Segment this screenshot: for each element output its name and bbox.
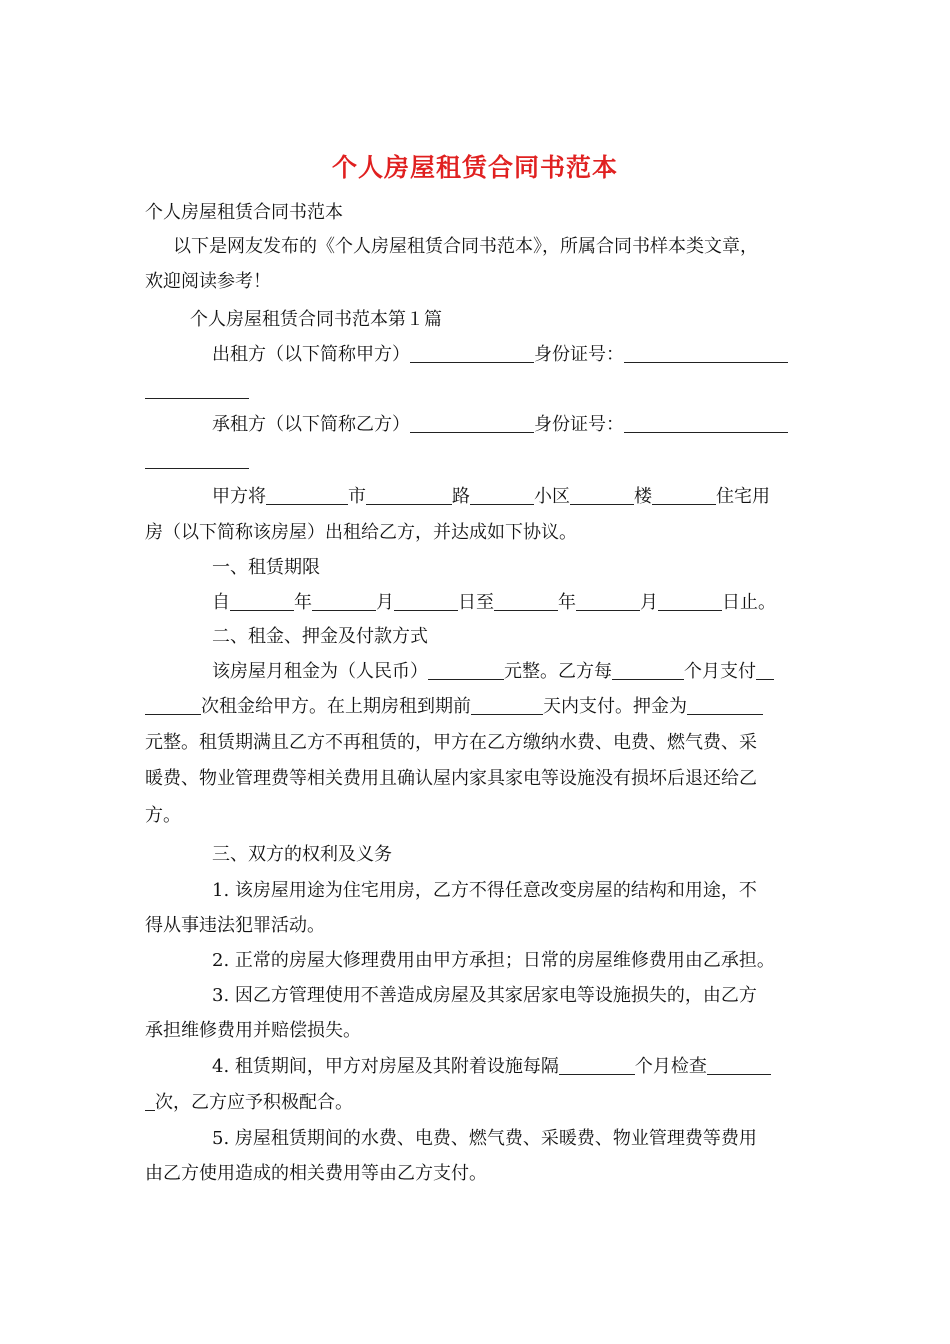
lessor-id-continuation <box>145 378 810 404</box>
rent-line-2 <box>145 694 810 720</box>
end-day-blank[interactable] <box>658 592 722 611</box>
rent-text-d: 次租金给甲方。在上期房租到期前 <box>201 696 471 717</box>
subtitle: 个人房屋租赁合同书范本 <box>145 202 343 223</box>
lessee-label: 承租方（以下简称乙方） <box>212 414 410 435</box>
item-2: 2. 正常的房屋大修理费用由甲方承担；日常的房屋维修费用由乙承担。 <box>212 950 775 971</box>
rent-text-b: 元整。乙方每 <box>504 661 612 682</box>
road-blank[interactable] <box>366 486 452 505</box>
premises-text-b: 市 <box>348 486 366 507</box>
lessee-id-blank[interactable] <box>624 414 788 433</box>
rent-line-4: 暖费、物业管理费等相关费用且确认屋内家具家电等设施没有损坏后退还给乙 <box>145 768 757 789</box>
intro-line-1: 以下是网友发布的《个人房屋租赁合同书范本》，所属合同书样本类文章， <box>173 236 758 257</box>
item-4-text-a: 4. 租赁期间，甲方对房屋及其附着设施每隔 <box>212 1056 559 1077</box>
term-text-d: 日至 <box>458 592 494 613</box>
start-day-blank[interactable] <box>394 592 458 611</box>
inspection-interval-blank[interactable] <box>559 1056 635 1075</box>
start-month-blank[interactable] <box>312 592 376 611</box>
lessor-id-blank[interactable] <box>624 344 788 363</box>
premises-line <box>212 484 877 510</box>
rent-text-e: 天内支付。押金为 <box>543 696 687 717</box>
start-year-blank[interactable] <box>230 592 294 611</box>
rent-text-a: 该房屋月租金为（人民币） <box>212 661 428 682</box>
monthly-rent-blank[interactable] <box>428 661 504 680</box>
term-line <box>212 590 877 616</box>
rent-text-c: 个月支付 <box>684 661 756 682</box>
term-text-b: 年 <box>294 592 312 613</box>
section-2-heading: 二、租金、押金及付款方式 <box>212 626 428 647</box>
item-4-text-c: 次，乙方应予积极配合。 <box>155 1092 353 1113</box>
section-1-heading: 一、租赁期限 <box>212 557 320 578</box>
premises-text-d: 小区 <box>534 486 570 507</box>
unit-blank[interactable] <box>652 486 716 505</box>
payment-count-blank[interactable] <box>756 661 774 680</box>
document-title: 个人房屋租赁合同书范本 <box>331 153 618 182</box>
payment-interval-blank[interactable] <box>612 661 684 680</box>
premises-text-f: 住宅用 <box>716 486 770 507</box>
lessor-id-label: 身份证号： <box>534 344 624 365</box>
item-3-line-2: 承担维修费用并赔偿损失。 <box>145 1020 361 1041</box>
term-text-c: 月 <box>376 592 394 613</box>
item-1-line-2: 得从事违法犯罪活动。 <box>145 915 325 936</box>
item-4-line-1 <box>212 1054 877 1080</box>
intro-line-2: 欢迎阅读参考！ <box>145 271 271 292</box>
payment-count-blank-cont[interactable] <box>145 696 201 715</box>
item-4-line-2 <box>145 1090 810 1116</box>
lessee-id-label: 身份证号： <box>534 414 624 435</box>
premises-text-a: 甲方将 <box>212 486 266 507</box>
lessee-line <box>212 412 877 438</box>
deposit-blank[interactable] <box>687 696 763 715</box>
lessor-line <box>212 342 877 368</box>
lessor-id-blank-cont[interactable] <box>145 380 249 399</box>
lessor-name-blank[interactable] <box>410 344 534 363</box>
premises-text-c: 路 <box>452 486 470 507</box>
lessee-id-continuation <box>145 448 810 474</box>
part-heading: 个人房屋租赁合同书范本第１篇 <box>190 309 442 330</box>
rent-line-5: 方。 <box>145 805 181 826</box>
rent-line-1 <box>212 659 877 685</box>
end-year-blank[interactable] <box>494 592 558 611</box>
term-text-g: 日止。 <box>722 592 776 613</box>
community-blank[interactable] <box>470 486 534 505</box>
item-3-line-1: 3. 因乙方管理使用不善造成房屋及其家居家电等设施损失的，由乙方 <box>212 985 757 1006</box>
inspection-count-blank[interactable] <box>707 1056 771 1075</box>
item-1-line-1: 1. 该房屋用途为住宅用房，乙方不得任意改变房屋的结构和用途，不 <box>212 880 757 901</box>
term-text-a: 自 <box>212 592 230 613</box>
premises-continuation: 房（以下简称该房屋）出租给乙方，并达成如下协议。 <box>145 522 577 543</box>
item-5-line-2: 由乙方使用造成的相关费用等由乙方支付。 <box>145 1163 487 1184</box>
section-3-heading: 三、双方的权利及义务 <box>212 844 392 865</box>
term-text-f: 月 <box>640 592 658 613</box>
days-before-blank[interactable] <box>471 696 543 715</box>
city-blank[interactable] <box>266 486 348 505</box>
lessee-name-blank[interactable] <box>410 414 534 433</box>
end-month-blank[interactable] <box>576 592 640 611</box>
lessee-id-blank-cont[interactable] <box>145 450 249 469</box>
term-text-e: 年 <box>558 592 576 613</box>
building-blank[interactable] <box>570 486 634 505</box>
item-4-text-b: 个月检查 <box>634 1056 707 1077</box>
inspection-count-blank-cont[interactable] <box>145 1092 155 1111</box>
lessor-label: 出租方（以下简称甲方） <box>212 344 410 365</box>
item-5-line-1: 5. 房屋租赁期间的水费、电费、燃气费、采暖费、物业管理费等费用 <box>212 1128 757 1149</box>
rent-line-3: 元整。租赁期满且乙方不再租赁的，甲方在乙方缴纳水费、电费、燃气费、采 <box>145 732 757 753</box>
premises-text-e: 楼 <box>634 486 652 507</box>
